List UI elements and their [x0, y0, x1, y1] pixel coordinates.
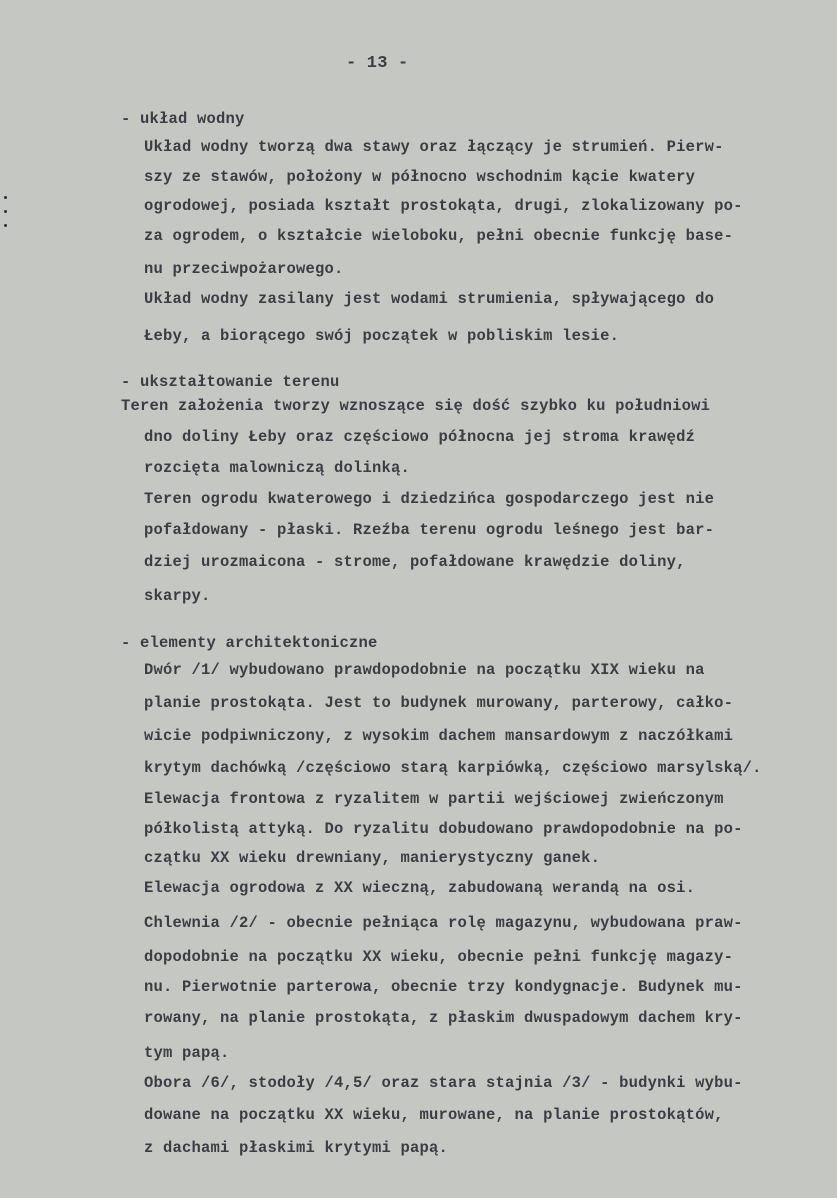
text-line: za ogrodem, o kształcie wieloboku, pełni obecnie funkcję base- [144, 227, 734, 245]
text-line: dno doliny Łeby oraz częściowo północna jej stroma krawędź [144, 428, 696, 446]
text-line: Teren założenia tworzy wznoszące się dość szybko ku południowi [121, 397, 711, 415]
text-line: Obora /6/, stodoły /4,5/ oraz stara stajnia /3/ - budynki wybu- [144, 1074, 743, 1092]
text-line: dowane na początku XX wieku, murowane, na planie prostokątów, [144, 1106, 724, 1124]
text-line: skarpy. [144, 587, 211, 605]
text-line: Teren ogrodu kwaterowego i dziedzińca gospodarczego jest nie [144, 490, 715, 508]
text-line: rozcięta malowniczą dolinką. [144, 459, 411, 477]
section-heading: - elementy architektoniczne [121, 634, 378, 652]
text-line: półkolistą attyką. Do ryzalitu dobudowano prawdopodobnie na po- [144, 820, 743, 838]
text-line: Układ wodny tworzą dwa stawy oraz łączący je strumień. Pierw- [144, 138, 724, 156]
text-line: z dachami płaskimi krytymi papą. [144, 1139, 449, 1157]
text-line: Elewacja ogrodowa z XX wieczną, zabudowaną werandą na osi. [144, 879, 696, 897]
page-number: - 13 - [346, 54, 409, 73]
text-line: pofałdowany - płaski. Rzeźba terenu ogrodu leśnego jest bar- [144, 521, 715, 539]
text-line: nu przeciwpożarowego. [144, 260, 344, 278]
text-line: wicie podpiwniczony, z wysokim dachem mansardowym z naczółkami [144, 727, 734, 745]
text-line: Łeby, a biorącego swój początek w pobliskim lesie. [144, 327, 620, 345]
text-line: ogrodowej, posiada kształt prostokąta, drugi, zlokalizowany po- [144, 197, 743, 215]
text-line: szy ze stawów, położony w północno wschodnim kącie kwatery [144, 168, 696, 186]
text-line: Chlewnia /2/ - obecnie pełniąca rolę magazynu, wybudowana praw- [144, 914, 743, 932]
text-line: nu. Pierwotnie parterowa, obecnie trzy kondygnacje. Budynek mu- [144, 978, 743, 996]
text-line: czątku XX wieku drewniany, manierystyczny ganek. [144, 849, 601, 867]
text-line: planie prostokąta. Jest to budynek murowany, parterowy, całko- [144, 694, 734, 712]
text-line: rowany, na planie prostokąta, z płaskim dwuspadowym dachem kry- [144, 1009, 743, 1027]
text-line: krytym dachówką /częściowo starą karpiówką, częściowo marsylską/. [144, 759, 762, 777]
section-heading: - układ wodny [121, 110, 245, 128]
text-line: dopodobnie na początku XX wieku, obecnie pełni funkcję magazy- [144, 948, 734, 966]
section-heading: - ukształtowanie terenu [121, 373, 340, 391]
text-line: Układ wodny zasilany jest wodami strumienia, spływającego do [144, 290, 715, 308]
text-line: dziej urozmaicona - strome, pofałdowane krawędzie doliny, [144, 553, 686, 571]
text-line: Dwór /1/ wybudowano prawdopodobnie na początku XIX wieku na [144, 661, 705, 679]
text-line: Elewacja frontowa z ryzalitem w partii wejściowej zwieńczonym [144, 790, 724, 808]
text-line: tym papą. [144, 1044, 230, 1062]
